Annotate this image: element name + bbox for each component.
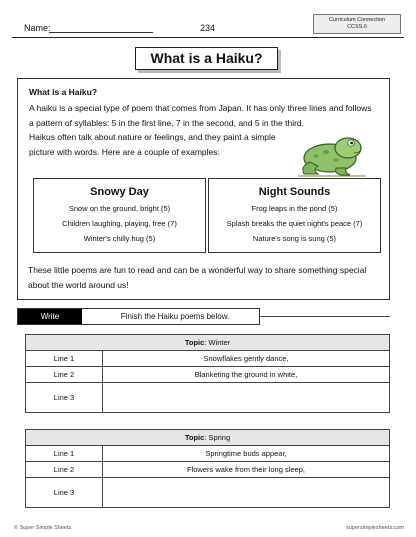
line-input[interactable] <box>103 383 390 413</box>
haiku-table-spring <box>25 429 390 508</box>
passage-paragraph-1: A haiku is a special type of poem that comes from Japan. It has only three lines and follows a pattern of syllables: 5 in the first line, 7 in the second, and 5 in the third. <box>29 103 372 128</box>
poem-line: Children laughing, playing, free (7) <box>62 219 177 228</box>
divider <box>260 316 390 317</box>
line-input[interactable]: Blanketing the ground in white, <box>103 367 390 383</box>
poem-line: Winter's chilly hug (5) <box>83 234 156 243</box>
line-label: Line 2 <box>26 367 103 383</box>
haiku-table-winter <box>25 334 390 413</box>
topic-header: Topic: Winter <box>26 335 390 351</box>
curriculum-connection-code: CCSS.6 <box>347 24 367 31</box>
example-poem-night-sounds <box>208 178 381 253</box>
line-input[interactable]: Springtime buds appear, <box>103 446 390 462</box>
poem-title: Night Sounds <box>258 186 331 198</box>
topic-label: Topic <box>184 338 205 347</box>
line-input[interactable]: Snowflakes gently dance, <box>103 351 390 367</box>
footer-copyright: © Super Simple Sheets <box>14 525 72 531</box>
line-label: Line 2 <box>26 462 103 478</box>
curriculum-connection-title: Curriculum Connection <box>329 17 385 23</box>
poem-line: Splash breaks the quiet night's peace (7) <box>226 219 363 228</box>
footer-website[interactable]: supersimplesheets.com <box>346 525 404 531</box>
write-instruction: Finish the Haiku poems below. <box>120 312 230 321</box>
write-instruction-bar <box>17 308 260 325</box>
example-poem-snowy-day <box>33 178 206 253</box>
line-input[interactable] <box>103 478 390 508</box>
page-title: What is a Haiku? <box>135 47 278 70</box>
line-label: Line 3 <box>26 478 103 508</box>
topic-value: Spring <box>208 433 231 442</box>
frog-icon <box>296 132 368 178</box>
line-label: Line 1 <box>26 446 103 462</box>
topic-label: Topic <box>184 433 205 442</box>
passage-paragraph-2: Haikus often talk about nature or feelings, and they paint a simple picture with words. Here are a couple of examples: <box>29 132 276 157</box>
name-field[interactable] <box>49 32 153 33</box>
passage-closing: These little poems are fun to read and can be a wonderful way to share something special about the world around us! <box>28 265 367 290</box>
line-label: Line 3 <box>26 383 103 413</box>
name-label: Name: <box>24 23 51 33</box>
topic-value: Winter <box>208 338 231 347</box>
write-label: Write <box>18 309 82 324</box>
topic-header: Topic: Spring <box>26 430 390 446</box>
poem-title: Snowy Day <box>90 186 149 198</box>
curriculum-connection-badge <box>313 14 401 34</box>
poem-line: Frog leaps in the pond (5) <box>251 204 338 213</box>
line-label: Line 1 <box>26 351 103 367</box>
passage-subheading: What is a Haiku? <box>29 87 98 97</box>
poem-line: Snow on the ground, bright (5) <box>68 204 171 213</box>
poem-line: Nature's song is sung (5) <box>252 234 337 243</box>
line-input[interactable]: Flowers wake from their long sleep, <box>103 462 390 478</box>
page-number: 234 <box>200 23 216 33</box>
